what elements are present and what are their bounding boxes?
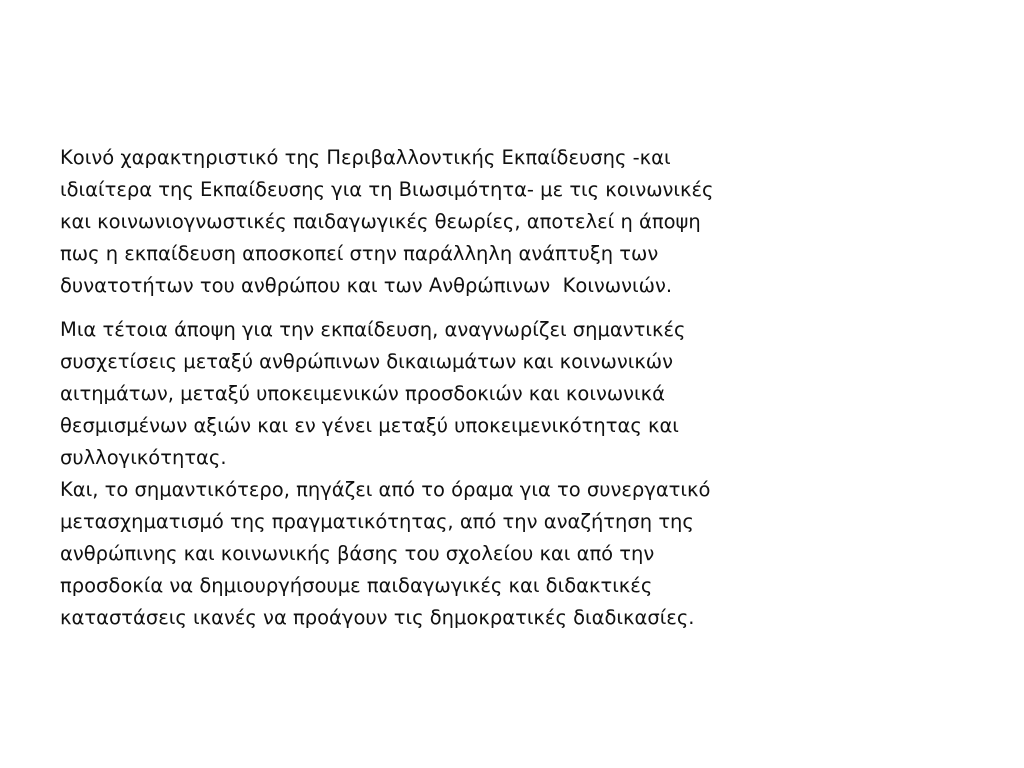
text-line: Κοινό χαρακτηριστικό της Περιβαλλοντικής Εκπαίδευσης -και — [60, 146, 671, 169]
text-line: αιτημάτων, μεταξύ υποκειμενικών προσδοκιών και κοινωνικά — [60, 382, 666, 405]
text-line: Και, το σημαντικότερο, πηγάζει από το όραμα για το συνεργατικό — [60, 478, 711, 501]
paragraph-1 — [60, 142, 820, 302]
text-line: και κοινωνιογνωστικές παιδαγωγικές θεωρίες, αποτελεί η άποψη — [60, 210, 701, 233]
text-line: καταστάσεις ικανές να προάγουν τις δημοκρατικές διαδικασίες. — [60, 606, 695, 629]
text-line: θεσμισμένων αξιών και εν γένει μεταξύ υποκειμενικότητας και — [60, 414, 679, 437]
text-line: συσχετίσεις μεταξύ ανθρώπινων δικαιωμάτων και κοινωνικών — [60, 350, 674, 373]
paragraph-2 — [60, 314, 820, 634]
text-line: Μια τέτοια άποψη για την εκπαίδευση, αναγνωρίζει σημαντικές — [60, 318, 686, 341]
text-line: συλλογικότητας. — [60, 446, 227, 469]
text-line: προσδοκία να δημιουργήσουμε παιδαγωγικές και διδακτικές — [60, 574, 653, 597]
text-line: ιδιαίτερα της Εκπαίδευσης για τη Βιωσιμότητα- με τις κοινωνικές — [60, 178, 714, 201]
text-line: ανθρώπινης και κοινωνικής βάσης του σχολείου και από την — [60, 542, 655, 565]
text-line: δυνατοτήτων του ανθρώπου και των Ανθρώπινων Κοινωνιών. — [60, 274, 673, 297]
text-line: μετασχηματισμό της πραγματικότητας, από την αναζήτηση της — [60, 510, 694, 533]
text-line: πως η εκπαίδευση αποσκοπεί στην παράλληλη ανάπτυξη των — [60, 242, 659, 265]
body-text — [60, 142, 820, 634]
